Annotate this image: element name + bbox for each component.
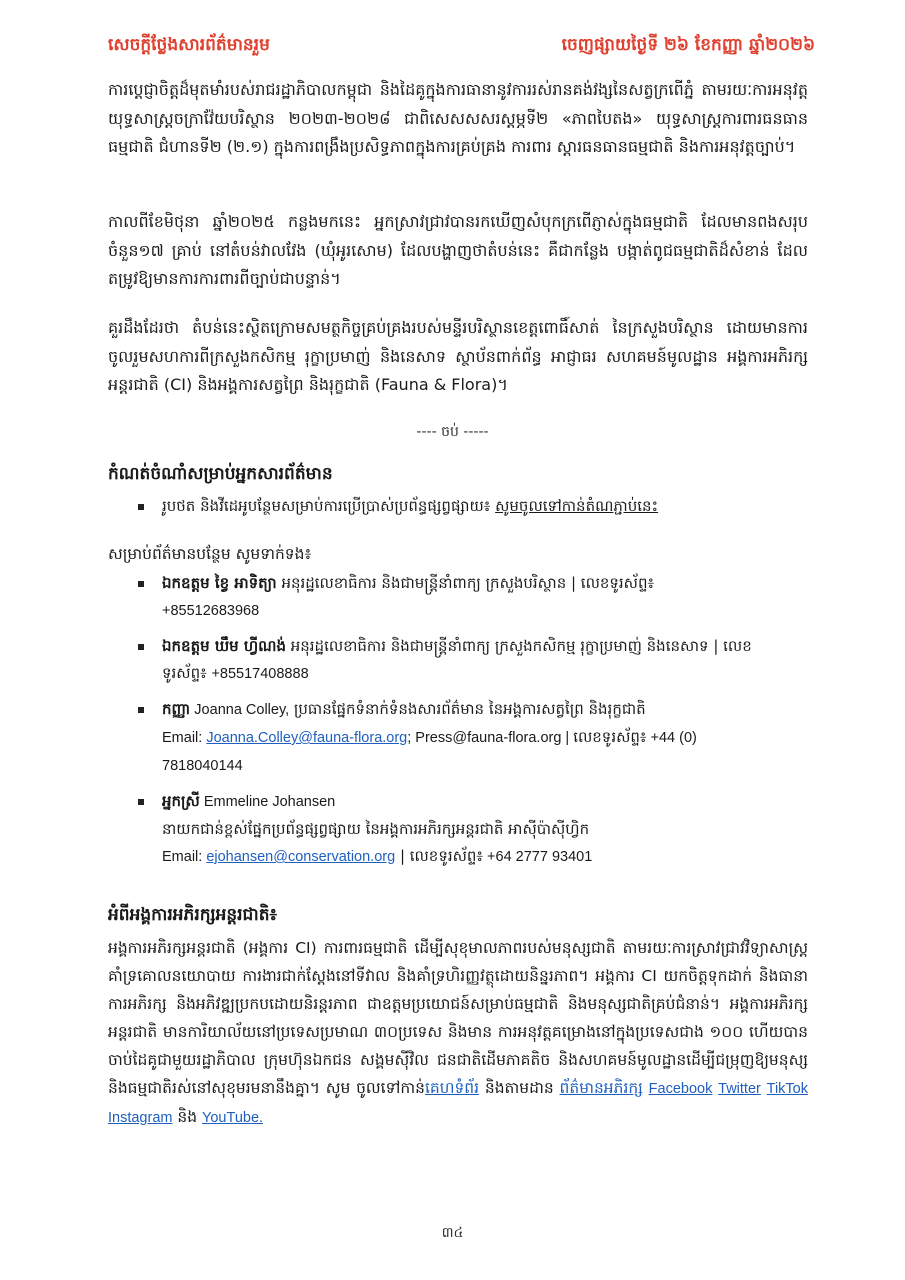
list-item [138,696,778,780]
page-number: ៣៤ [441,1225,464,1241]
contact-phone: +64 2777 93401 [483,849,593,865]
contact-role: អនុរដ្ឋលេខាធិការ និងជាមន្ត្រីនាំពាក្យ ក្រសួងបរិស្ថាន | លេខទូរស័ព្ទ៖ [276,574,655,592]
about-body: អង្គការអភិរក្សអន្តរជាតិ (អង្គការ CI) ការពារធម្មជាតិ ដើម្បីសុខុមាលភាពរបស់មនុស្សជាតិ តាមរយៈការស្រាវជ្រាវវិទ្យាសាស្ត្រ គាំទ្រគោលនយោបាយ ការងារជាក់ស្ដែងនៅទីវាល និងគាំទ្រហិរញ្ញវត្ថុដោយនិន្នរភាព។ អង្គការ CI យកចិត្តទុកដាក់ និងធានាការអភិរក្ស និងអភិវឌ្ឍប្រកបដោយនិរន្តរភាព ជាឧត្តមប្រយោជន៍សម្រាប់ធម្មជាតិ និងមនុស្សជាតិគ្រប់ជំនាន់។ អង្គការអភិរក្សអន្តរជាតិ មានការិយាល័យនៅប្រទេសប្រមាណ ៣០ប្រទេស និងមាន ការអនុវត្តគម្រោងនៅក្នុងប្រទេសជាង ១០០ ហើយបានចាប់ដៃគូជាមួយរដ្ឋាភិបាល ក្រុមហ៊ុនឯកជន សង្គមស៊ីវិល ជនជាតិដើមភាគតិច និងសហគមន៍មូលដ្ឋានដើម្បីជម្រុញឱ្យមនុស្ស និងធម្មជាតិរស់នៅសុខុមរមនានឹងគ្នា។ សូម ចូលទៅកាន់ [108,939,808,1097]
contact-name-latin: Emmeline Johansen [199,794,336,810]
bullet-icon [138,707,144,713]
notes-heading: កំណត់ចំណាំសម្រាប់អ្នកសារព័ត៌មាន [108,464,333,484]
contact-name: កញ្ញា [162,700,191,718]
about-and: និង [172,1108,203,1126]
paragraph-management: គួរដឹងដែរថា តំបន់នេះស្ថិតក្រោមសមត្ថកិច្ចគ្រប់គ្រងរបស់មន្ទីរបរិស្ថានខេត្តពោធិ៍សាត់ នៃក្រសួងបរិស្ថាន ដោយមានការចូលរួមសហការពីក្រសួងកសិកម្ម រុក្ខាប្រមាញ់ និងនេសាទ ស្ថាប័នពាក់ព័ន្ធ អាជ្ញាធរ សហគមន៍មូលដ្ឋាន អង្គការអភិរក្សអន្តរជាតិ (CI) និងអង្គការសត្វព្រៃ និងរុក្ខជាតិ (Fauna & Flora)។ [108,318,808,394]
email-link-joanna[interactable]: Joanna.Colley@fauna-flora.org [206,730,408,746]
media-link[interactable]: សូមចូលទៅកាន់តំណភ្ជាប់នេះ [495,497,659,515]
bullet-icon [138,504,144,510]
contact-name: ឯកឧត្តម ឃឹម ហ្វីណង់ [162,637,286,655]
phone-label: លេខទូរស័ព្ទ៖ [573,728,647,746]
contacts-list [138,570,778,871]
email-label: Email: [162,730,207,746]
notes-list [138,493,778,520]
list-item [138,788,778,871]
instagram-link[interactable]: Instagram [108,1110,173,1126]
paragraph-discovery: កាលពីខែមិថុនា ឆ្នាំ២០២៥ កន្លងមកនេះ អ្នកស្រាវជ្រាវបានរកឃើញសំបុកក្រពើភ្ញាស់ក្នុងធម្មជាតិ ដែលមានពងសរុប ចំនួន១៧ គ្រាប់ នៅតំបន់វាលវែង (ឃុំអូរសោម) ដែលបង្ហាញថាតំបន់នេះ គឺជាកន្លែង បង្កាត់ពូជធម្មជាតិដ៏សំខាន់ ដែលតម្រូវឱ្យមានការការពារពីច្បាប់ជាបន្ទាន់។ [108,212,808,288]
notes-item-text: រូបថត និងវីដេអូបន្ថែមសម្រាប់ការប្រើប្រាស់ប្រព័ន្ធផ្សព្វផ្សាយ៖ [162,497,496,515]
paragraph-commitment: ការប្ដេជ្ញាចិត្តដ៏មុតមាំរបស់រាជរដ្ឋាភិបាលកម្ពុជា និងដៃគូក្នុងការធានានូវការរស់រានគង់វង្សនៃសត្វក្រពើភ្នំ តាមរយៈការអនុវត្តយុទ្ធសាស្ត្រចក្រាវ៉ែយបរិស្ថាន ២០២៣-២០២៨ ជាពិសេសសសរស្តម្ភទី២ «ភាពបៃតង» យុទ្ធសាស្ត្រការពារធនធានធម្មជាតិ ជំហានទី២ (២.១) ក្នុងការពង្រឹងប្រសិទ្ធភាពក្នុងការគ្រប់គ្រង ការពារ ស្ដារធនធានធម្មជាតិ និងការអនុវត្តច្បាប់។ [108,80,808,156]
contact-name: ឯកឧត្តម ខ្វៃ អាទិត្យា [162,574,277,592]
bullet-icon [138,581,144,587]
header-title: សេចក្ដីថ្លែងសារព័ត៌មានរួម [108,35,270,55]
youtube-link[interactable]: YouTube. [202,1110,264,1126]
contact-phone: +85512683968 [162,603,260,619]
contact-name: អ្នកស្រី [162,792,200,810]
bullet-icon [138,644,144,650]
email-press: ; Press@fauna-flora.org | [407,730,574,746]
list-item [138,493,778,520]
contact-role: អនុរដ្ឋលេខាធិការ និងជាមន្ត្រីនាំពាក្យ ក្រសួងកសិកម្ម រុក្ខាប្រមាញ់ និងនេសាទ | លេខទូរស័ព្ទ៖ [162,637,752,682]
contact-role: ប្រធានផ្នែកទំនាក់ទំនងសារព័ត៌មាន នៃអង្គការសត្វព្រៃ និងរុក្ខជាតិ [289,700,646,718]
list-item [138,570,778,625]
facebook-link[interactable]: Facebook [648,1081,713,1097]
email-label: Email: [162,849,207,865]
email-link-emmeline[interactable]: ejohansen@conservation.org [206,849,396,865]
about-and-follow: និងតាមដាន [479,1079,560,1097]
contact-phone: +85517408888 [211,666,309,682]
contacts-intro: សម្រាប់ព័ត៌មានបន្ថែម សូមទាក់ទង៖ [108,545,312,563]
about-heading: អំពីអង្គការអភិរក្សអន្តរជាតិ៖ [108,905,278,925]
phone-label: | លេខទូរស័ព្ទ៖ [395,847,484,865]
contact-role: នាយកជាន់ខ្ពស់ផ្នែកប្រព័ន្ធផ្សព្វផ្សាយ នៃអង្គការអភិរក្សអន្តរជាតិ អាស៊ីប៉ាស៊ីហ្វិក [162,820,590,838]
contact-phone: +44 (0) 7818040144 [162,730,697,774]
contact-name-latin: Joanna Colley, [190,702,290,718]
list-item [138,633,778,688]
news-link[interactable]: ព័ត៌មានអភិរក្ស [559,1079,643,1097]
page-header [108,34,815,59]
end-mark: ---- ចប់ ----- [416,424,489,440]
header-date: ចេញផ្សាយថ្ងៃទី ២៦ ខែកញ្ញា ឆ្នាំ២០២៦ [561,35,815,55]
bullet-icon [138,799,144,805]
website-link[interactable]: គេហទំព័រ [424,1079,480,1097]
twitter-link[interactable]: Twitter [718,1081,761,1097]
tiktok-link[interactable]: TikTok [766,1081,808,1097]
about-paragraph [108,934,808,1132]
